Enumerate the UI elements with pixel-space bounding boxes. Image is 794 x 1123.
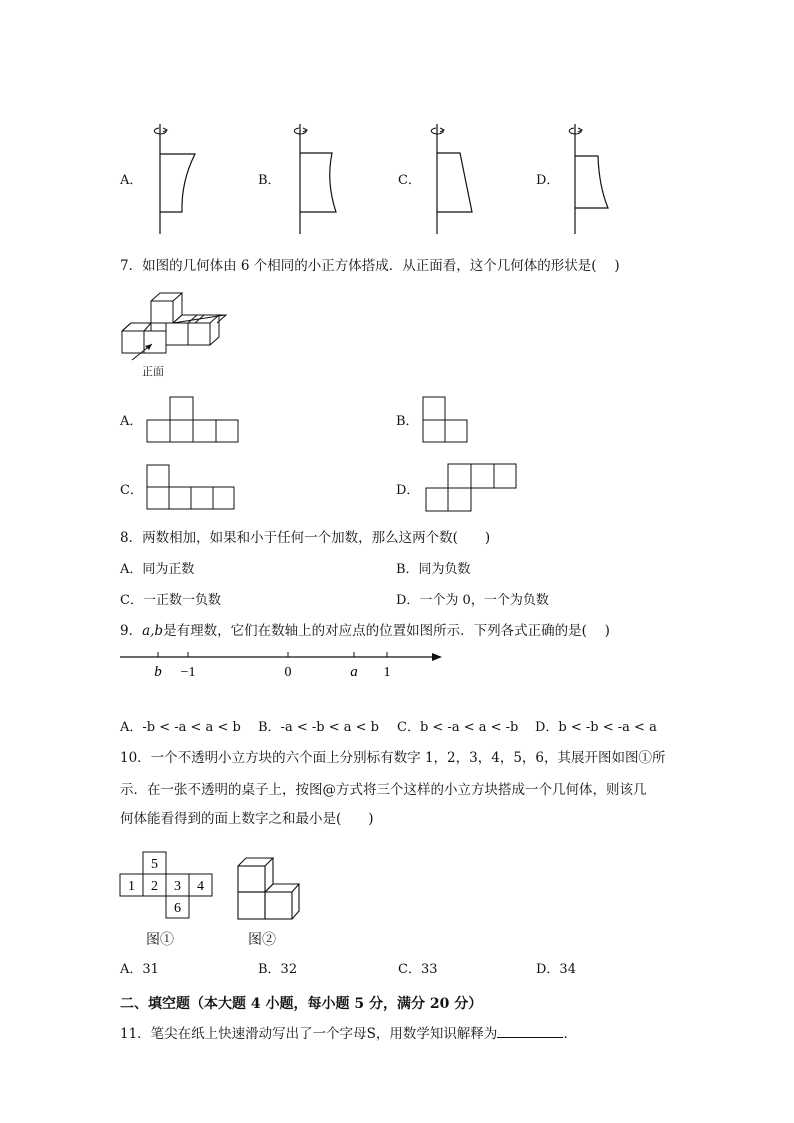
q10-net-row-2: 2: [151, 879, 158, 894]
q10-fig1-label: 图①: [146, 932, 174, 948]
q9-label-one: 1: [383, 665, 391, 680]
q7-option-c-label: C．: [120, 483, 143, 498]
q8-option-d: D．一个为 0，一个为负数: [396, 593, 549, 608]
q9-label-minus-one: −1: [180, 665, 196, 680]
q10-option-a: A．31: [120, 962, 159, 977]
q6-option-d-figure: [563, 120, 623, 240]
q7-option-a-figure: [146, 396, 240, 444]
q6-option-c-label: C．: [398, 173, 421, 188]
q10-net-row-4: 4: [197, 879, 204, 894]
q10-net-top: 5: [151, 857, 158, 872]
q7-option-c-figure: [146, 464, 236, 512]
q9-label-b: b: [154, 664, 162, 680]
q11-stem: [120, 1025, 577, 1042]
q9-stem: 9．a,b是有理数，它们在数轴上的对应点的位置如图所示．下列各式正确的是( ): [120, 623, 610, 639]
q6-option-c-figure: [425, 120, 485, 240]
q7-front-label: 正面: [142, 365, 164, 378]
q7-option-a-label: A．: [120, 414, 143, 429]
q7-cube-solid-figure: [118, 290, 233, 360]
q9-number-line: [118, 648, 448, 684]
q6-option-a-figure: [148, 120, 208, 240]
q8-stem: 8．两数相加，如果和小于任何一个加数，那么这两个数( ): [120, 530, 491, 546]
q8-option-b: B．同为负数: [396, 562, 471, 577]
q9-option-c: C．b < -a < a < -b: [397, 720, 519, 735]
q10-net-row-1: 1: [128, 879, 135, 894]
q9-label-a: a: [350, 664, 358, 680]
q9-stem-rest: 是有理数，它们在数轴上的对应点的位置如图所示．下列各式正确的是( ): [163, 623, 610, 639]
q10-option-c: C．33: [398, 962, 438, 977]
q6-option-b-label: B．: [258, 173, 281, 188]
q9-option-b: B．-a < -b < a < b: [258, 720, 379, 735]
q11-stem-text: 11．笔尖在纸上快速滑动写出了一个字母S，用数学知识解释为: [120, 1026, 498, 1042]
q7-option-d-label: D．: [396, 483, 420, 498]
q6-option-d-label: D．: [536, 173, 560, 188]
q11-answer-blank[interactable]: [497, 1025, 563, 1038]
q8-option-a: A．同为正数: [120, 562, 195, 577]
q10-stacked-cubes-figure: [235, 856, 303, 922]
q9-label-zero: 0: [284, 665, 292, 680]
q7-option-b-figure: [422, 396, 470, 444]
q10-option-b: B．32: [258, 962, 298, 977]
q10-net-row-3: 3: [174, 879, 181, 894]
q11-stem-end: ．: [563, 1026, 577, 1042]
q10-stem-line1: 10．一个不透明小立方块的六个面上分别标有数字 1，2，3，4，5，6，其展开图如图①所: [120, 750, 666, 766]
q7-option-b-label: B．: [396, 414, 419, 429]
q10-cube-net-figure: [119, 851, 215, 921]
q10-option-d: D．34: [536, 962, 576, 977]
q9-option-d: D．b < -b < -a < a: [535, 720, 657, 735]
q9-stem-vars: a,b: [142, 623, 164, 639]
q7-option-d-figure: [425, 463, 519, 513]
q8-option-c: C．一正数一负数: [120, 593, 221, 608]
q7-stem: 7．如图的几何体由 6 个相同的小正方体搭成．从正面看，这个几何体的形状是( ): [120, 258, 620, 274]
q9-option-a: A．-b < -a < a < b: [120, 720, 241, 735]
q6-option-a-label: A．: [120, 173, 143, 188]
q10-stem-line3: 何体能看得到的面上数字之和最小是( ): [120, 811, 374, 827]
q10-stem-line2: 示．在一张不透明的桌子上，按图@方式将三个这样的小立方块搭成一个几何体，则该几: [120, 782, 647, 798]
q10-net-bottom: 6: [174, 901, 181, 916]
section-2-heading: 二、填空题（本大题 4 小题，每小题 5 分，满分 20 分）: [120, 996, 483, 1012]
q10-fig2-label: 图②: [248, 932, 276, 948]
q6-option-b-figure: [288, 120, 348, 240]
